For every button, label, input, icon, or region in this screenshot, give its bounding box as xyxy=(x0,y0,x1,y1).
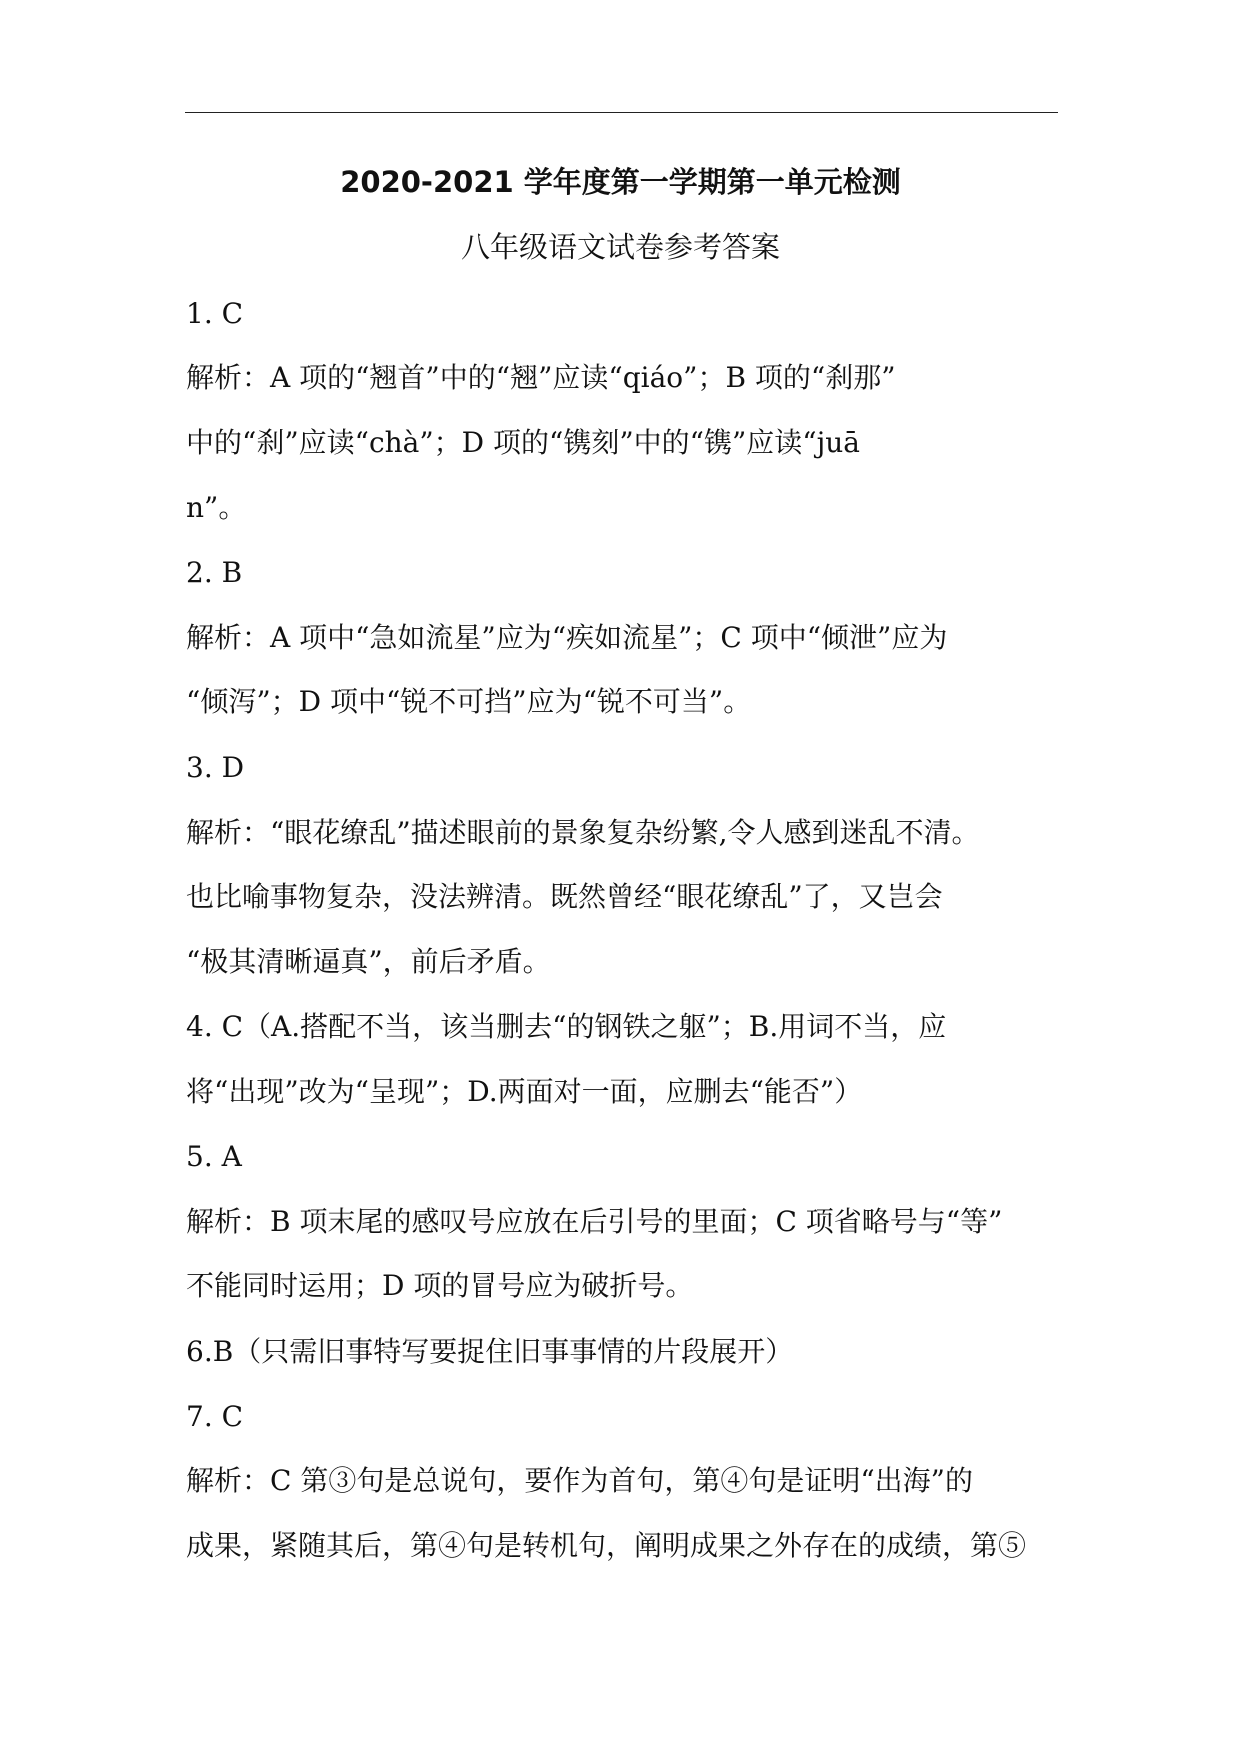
answer-5: 5. A xyxy=(186,1140,242,1173)
answer-4-line-1: 4. C（A.搭配不当，该当删去“的钢铁之躯”；B.用词不当，应 xyxy=(186,1010,947,1043)
analysis-7-line-2: 成果，紧随其后，第④句是转机句，阐明成果之外存在的成绩，第⑤ xyxy=(186,1529,1027,1562)
answer-1: 1. C xyxy=(186,297,244,330)
analysis-1-line-2: 中的“刹”应读“chà”；D 项的“镌刻”中的“镌”应读“juā xyxy=(186,426,860,459)
analysis-2-line-1: 解析：A 项中“急如流星”应为“疾如流星”；C 项中“倾泄”应为 xyxy=(186,621,948,654)
analysis-7-line-1: 解析：C 第③句是总说句，要作为首句，第④句是证明“出海”的 xyxy=(186,1464,973,1497)
analysis-5-line-1: 解析：B 项末尾的感叹号应放在后引号的里面；C 项省略号与“等” xyxy=(186,1205,1003,1238)
header-rule xyxy=(185,112,1058,113)
answer-6: 6.B（只需旧事特写要捉住旧事事情的片段展开） xyxy=(186,1335,794,1368)
analysis-1-line-1: 解析：A 项的“翘首”中的“翘”应读“qiáo”；B 项的“刹那” xyxy=(186,361,896,394)
analysis-1-line-3: n”。 xyxy=(186,491,247,524)
answer-2: 2. B xyxy=(186,556,243,589)
analysis-3-line-1: 解析：“眼花缭乱”描述眼前的景象复杂纷繁,令人感到迷乱不清。 xyxy=(186,816,980,849)
analysis-3-line-2: 也比喻事物复杂，没法辨清。既然曾经“眼花缭乱”了，又岂会 xyxy=(186,880,943,913)
answer-3: 3. D xyxy=(186,751,245,784)
analysis-2-line-2: “倾泻”；D 项中“锐不可挡”应为“锐不可当”。 xyxy=(186,685,752,718)
page-subtitle: 八年级语文试卷参考答案 xyxy=(460,230,780,264)
answer-7: 7. C xyxy=(186,1400,244,1433)
answer-4-line-2: 将“出现”改为“呈现”；D.两面对一面，应删去“能否”） xyxy=(186,1075,863,1108)
analysis-5-line-2: 不能同时运用；D 项的冒号应为破折号。 xyxy=(186,1269,694,1302)
analysis-3-line-3: “极其清晰逼真”，前后矛盾。 xyxy=(186,945,551,978)
page-title: 2020-2021 学年度第一学期第一单元检测 xyxy=(340,165,901,199)
